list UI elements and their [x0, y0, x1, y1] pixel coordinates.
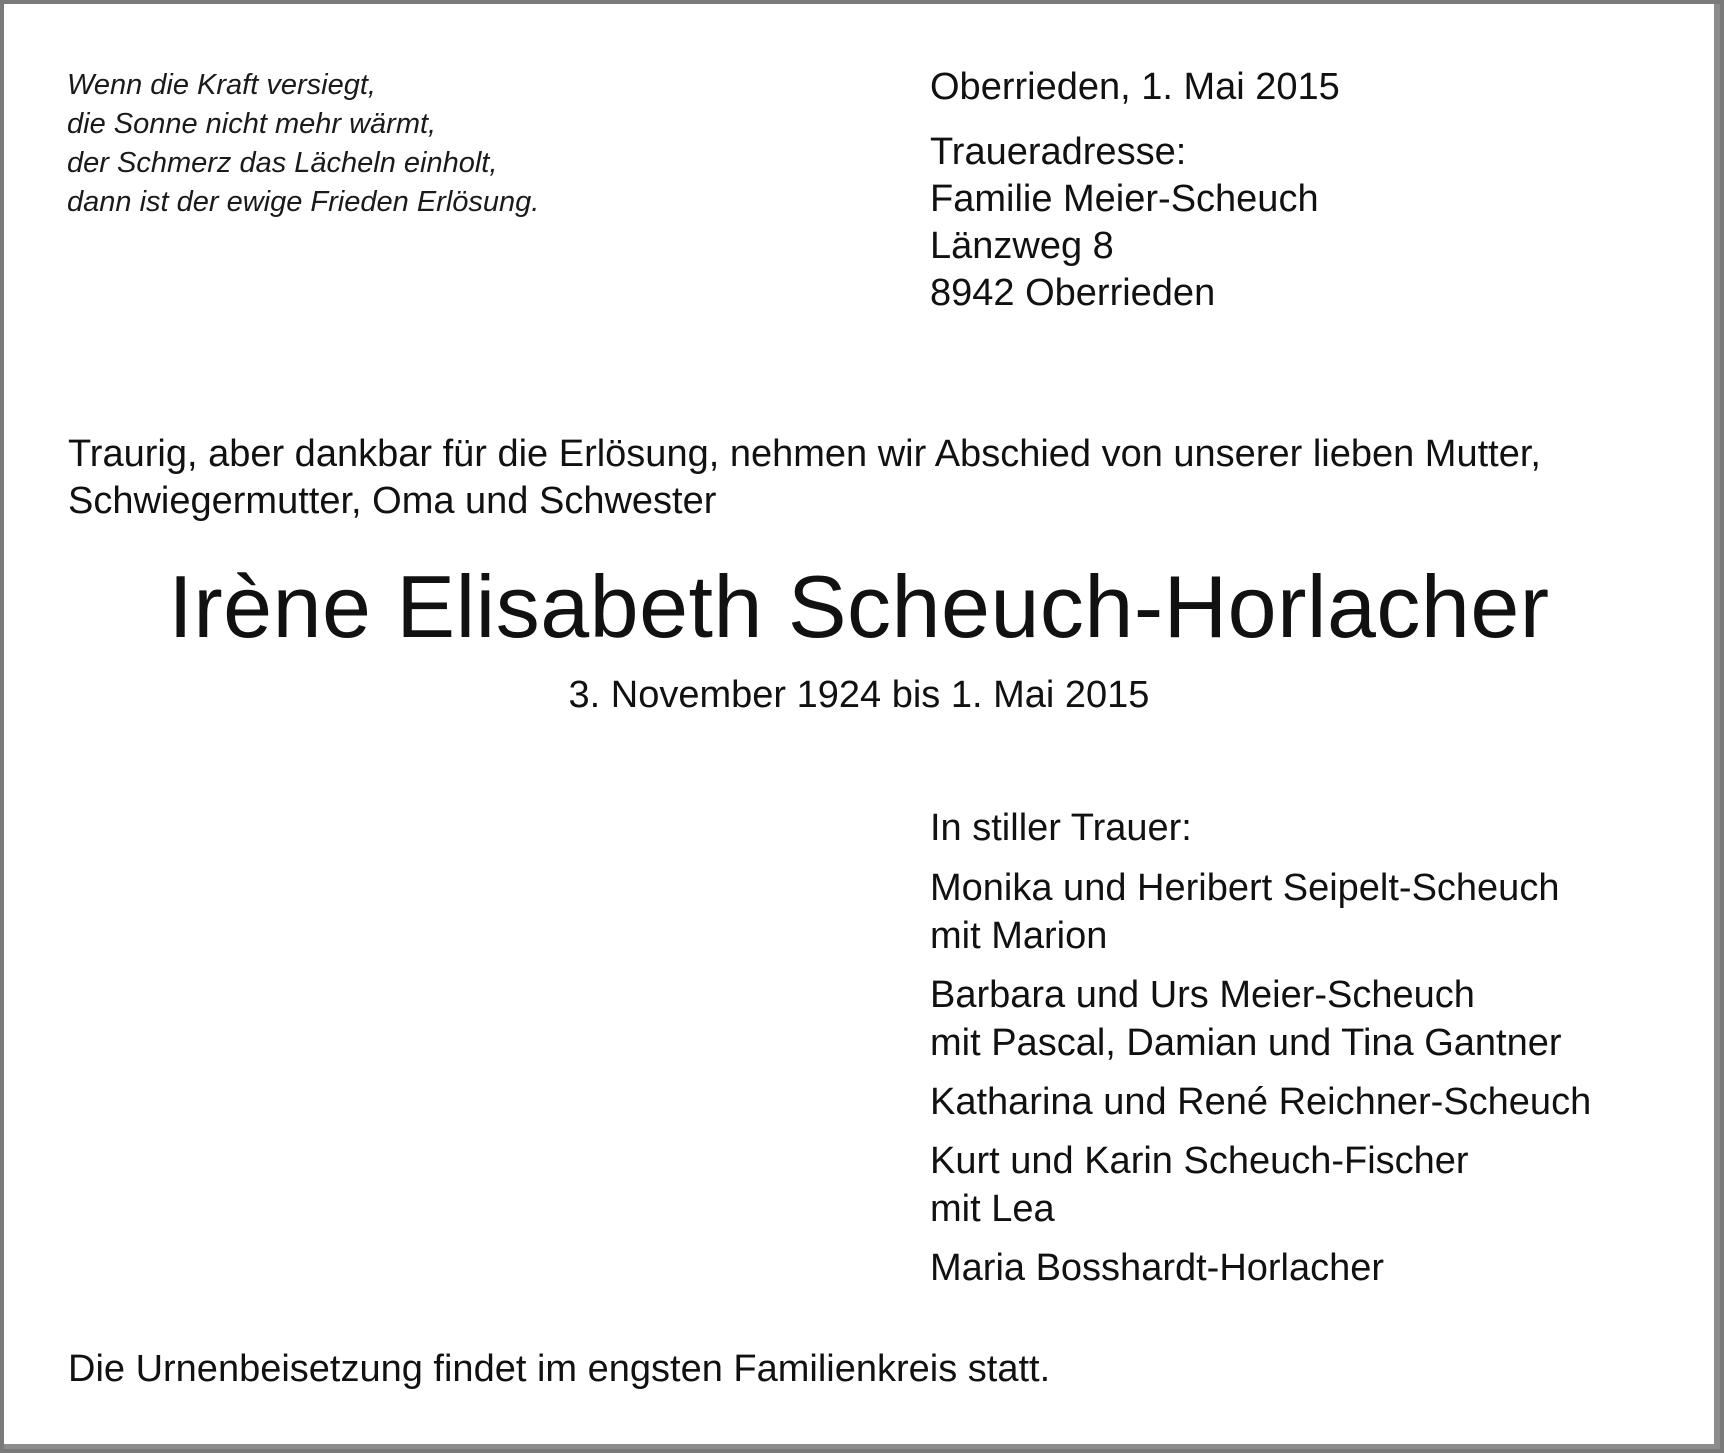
intro-line: Schwiegermutter, Oma und Schwester	[68, 480, 717, 522]
mourner-names: Monika und Heribert Seipelt-Scheuch	[930, 867, 1560, 909]
mourners-heading: In stiller Trauer:	[930, 807, 1192, 849]
mourner-group	[930, 1244, 1591, 1292]
poem-line: Wenn die Kraft versiegt,	[67, 69, 376, 101]
intro-text	[68, 431, 1668, 525]
address-label: Traueradresse:	[930, 131, 1187, 173]
mourner-names: Maria Bosshardt-Horlacher	[930, 1247, 1385, 1289]
poem-line: der Schmerz das Lächeln einholt,	[67, 147, 498, 179]
poem-line: die Sonne nicht mehr wärmt,	[67, 108, 437, 140]
life-dates: 3. November 1924 bis 1. Mai 2015	[568, 674, 1150, 716]
mourner-names: Barbara und Urs Meier-Scheuch	[930, 974, 1475, 1016]
burial-note: Die Urnenbeisetzung findet im engsten Familienkreis statt.	[68, 1348, 1051, 1390]
mourner-group	[930, 971, 1591, 1067]
deceased-name: Irène Elisabeth Scheuch-Horlacher	[168, 557, 1550, 656]
mourner-children: mit Marion	[930, 915, 1108, 957]
intro-line: Traurig, aber dankbar für die Erlösung, nehmen wir Abschied von unserer lieben Mutter,	[68, 433, 1541, 475]
poem-line: dann ist der ewige Frieden Erlösung.	[67, 186, 540, 218]
mourner-names: Katharina und René Reichner-Scheuch	[930, 1081, 1592, 1123]
mourning-address	[930, 129, 1319, 317]
address-city: 8942 Oberrieden	[930, 272, 1216, 314]
place-date: Oberrieden, 1. Mai 2015	[930, 66, 1340, 108]
mourner-children: mit Lea	[930, 1188, 1055, 1230]
address-name: Familie Meier-Scheuch	[930, 178, 1319, 220]
mourner-group	[930, 1078, 1591, 1126]
address-street: Länzweg 8	[930, 225, 1114, 267]
mourner-children: mit Pascal, Damian und Tina Gantner	[930, 1022, 1562, 1064]
mourner-group	[930, 864, 1591, 960]
mourners-list	[930, 804, 1591, 1303]
poem-verse	[67, 66, 539, 222]
obituary-notice	[4, 4, 1720, 1449]
mourner-names: Kurt und Karin Scheuch-Fischer	[930, 1140, 1469, 1182]
mourner-group	[930, 1137, 1591, 1233]
